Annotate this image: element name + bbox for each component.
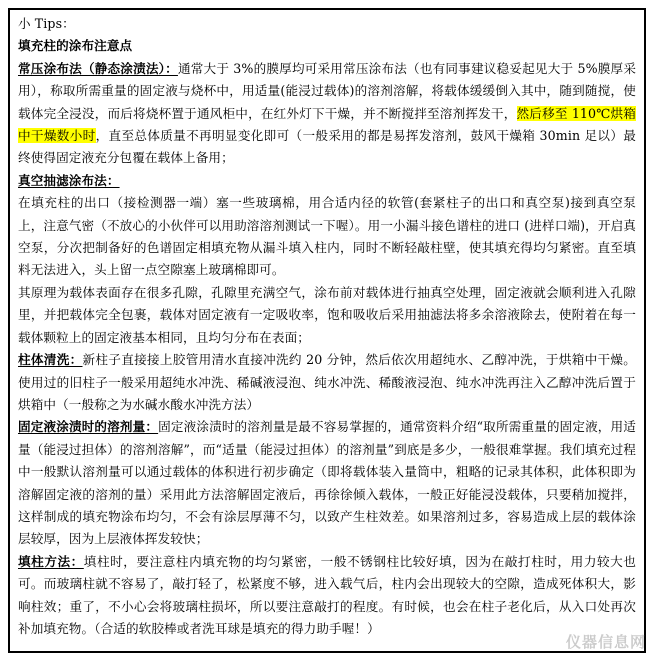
- tips-box: [8, 8, 646, 653]
- watermark: 仪器信息网: [565, 633, 646, 651]
- section-paragraph: 在填充柱的出口（接检测器一端）塞一些玻璃棉，用合适内径的软管(套紧柱子的出口和真空泵)接到真空泵上，注意气密（不放心的小伙伴可以用助溶溶剂测试一下喔）。用一小漏斗接色谱柱的进口 (进样口端)，开启真空泵，分次把制备好的色谱固定相填充物从漏斗填入柱内，同时不断轻敲柱壁，使其填充得均匀紧密。直至填料无法进入，头上留一点空隙塞上玻璃棉即可。: [18, 195, 636, 278]
- section-text: 固定液涂渍时的溶剂量是最不容易掌握的，通常资料介绍“取所需重量的固定液，用适量（能浸过担体）的溶剂溶解”，而“适量（能浸过担体）的溶剂量”到底是多少，一般很难掌握。我们填充过程中一般默认溶剂量可以通过载体的体积进行初步确定（即将载体装入量筒中，粗略的记录其体积，此体积即为溶解固定液的溶剂的量）采用此方法溶解固定液后，再徐徐倾入载体，一般正好能浸没载体，只要稍加搅拌，这样制成的填充物涂布均匀，不会有涂层厚薄不匀，以致产生柱效差。如果溶剂过多，容易造成上层的载体涂层较厚，因为上层液体挥发较快；: [18, 419, 636, 547]
- section-static-coating: [18, 58, 636, 170]
- section-text: 新柱子直接接上胶管用清水直接冲洗约 20 分钟，然后依次用超纯水、乙醇冲洗，于烘箱中干燥。使用过的旧柱子一般采用超纯水冲洗、稀碱液浸泡、纯水冲洗、稀酸液浸泡、纯水冲洗再注入乙醇冲洗后置于烘箱中（一般称之为水碱水酸水冲洗方法）: [18, 352, 637, 412]
- section-title: 常压涂布法（静态涂渍法）：: [18, 60, 178, 76]
- section-text: 填柱时，要注意柱内填充物的均匀紧密，一般不锈钢柱比较好填，因为在敲打柱时，用力较大也可。而玻璃柱就不容易了，敲打轻了，松紧度不够，进入载气后，柱内会出现较大的空隙，造成死体积大，影响柱效；重了，不小心会将玻璃柱损坏，所以要注意敲打的程度。有时候，也会在柱子老化后，从入口处再次补加填充物。（合适的软胶棒或者洗耳球是填充的得力助手喔！）: [18, 553, 636, 636]
- page-heading: 填充柱的涂布注意点: [18, 38, 133, 54]
- section-paragraph: 其原理为载体表面存在很多孔隙，孔隙里充满空气，涂布前对载体进行抽真空处理，固定液就会顺利进入孔隙里，并把载体完全包裹，载体对固定液有一定吸收率，饱和吸收后采用抽滤法将多余溶液除去，使附着在每一载体颗粒上的固定液基本相同，且均匀分布在表面；: [18, 284, 636, 345]
- section-column-cleaning: [18, 349, 636, 416]
- section-text: 通常大于 3%的膜厚均可采用常压涂布法（也有同事建议稳妥起见大于 5%膜厚采用），称取所需重量的固定液与烧杯中，用适量(能浸过载体)的溶剂溶解，将载体缓缓倒入其中，随到随搅，使载体完全浸没，而后将烧杯置于通风柜中，在红外灯下干燥，并不断搅拌至溶剂挥发干，: [18, 60, 637, 121]
- highlighted-text: 然后移至 110℃烘箱中干燥数小时: [18, 105, 636, 144]
- section-solvent-amount: [18, 416, 636, 550]
- section-title: 柱体清洗：: [18, 352, 83, 368]
- section-text: ，直至总体质量不再明显变化即可（一般采用的都是易挥发溶剂，鼓风干燥箱 30min 足以）最终使得固定液充分包覆在载体上备用；: [18, 128, 636, 166]
- section-packing-method: [18, 551, 636, 641]
- tips-label: 小 Tips：: [18, 16, 75, 31]
- section-title: 填柱方法：: [18, 553, 84, 569]
- section-title: 固定液涂渍时的溶剂量：: [18, 419, 159, 435]
- section-title-vacuum: 真空抽滤涂布法：: [18, 172, 120, 188]
